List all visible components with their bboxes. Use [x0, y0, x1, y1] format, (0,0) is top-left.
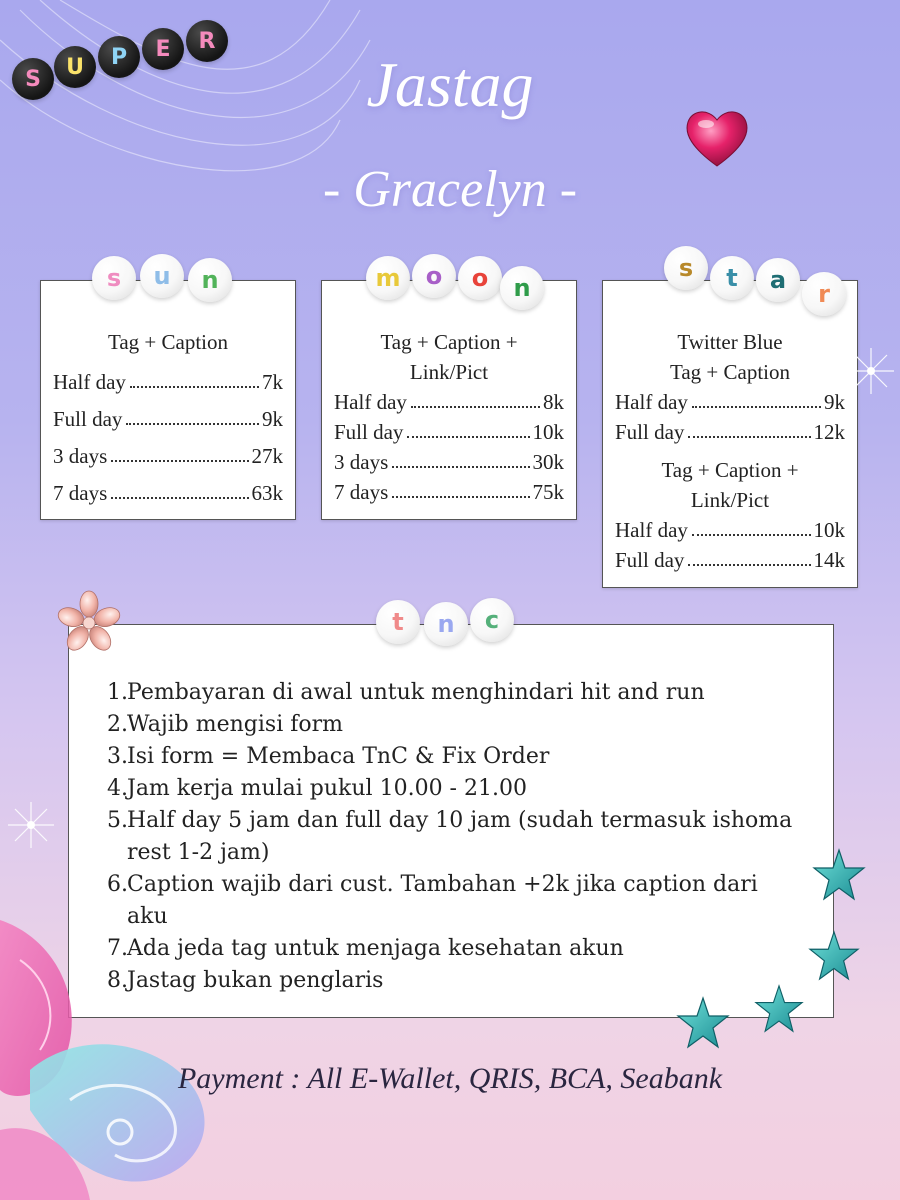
price-row: 7 days 63k [53, 478, 283, 508]
package-card-moon [321, 280, 577, 520]
price-row: Full day 14k [615, 545, 845, 575]
package-card-star [602, 280, 858, 588]
letter-bead: u [140, 254, 184, 298]
package-heading: Twitter Blue [677, 330, 783, 354]
star-gem-icon [812, 848, 866, 902]
package-heading: Link/Pict [409, 360, 489, 384]
letter-bead: s [664, 246, 708, 290]
letter-bead: o [412, 254, 456, 298]
price-row: 7 days 75k [334, 477, 564, 507]
super-bead: E [142, 28, 184, 70]
tnc-item: 5. Half day 5 jam dan full day 10 jam (sudah termasuk ishoma rest 1-2 jam) [107, 808, 793, 865]
price-row: Full day 12k [615, 417, 845, 447]
price-row: Full day 10k [334, 417, 564, 447]
tnc-item: 8. Jastag bukan penglaris [107, 968, 384, 993]
page-title: Jastag [366, 49, 534, 120]
letter-bead: t [376, 600, 420, 644]
package-heading: Tag + Caption [107, 330, 229, 354]
flower-gem-icon [56, 590, 122, 656]
star-gem-icon [754, 984, 804, 1034]
super-bead: R [186, 20, 228, 62]
page-subtitle: - Gracelyn - [322, 161, 578, 218]
super-bead: U [54, 46, 96, 88]
letter-bead: n [500, 266, 544, 310]
letter-bead: n [424, 602, 468, 646]
star-gem-icon [676, 996, 730, 1050]
letter-bead: o [458, 256, 502, 300]
tnc-item: 3. Isi form = Membaca TnC & Fix Order [107, 744, 550, 769]
super-bead: S [12, 58, 54, 100]
price-row: Half day 8k [334, 387, 564, 417]
payment-methods: Payment : All E-Wallet, QRIS, BCA, Seabank [177, 1062, 723, 1095]
package-heading: Tag + Caption + [661, 458, 799, 482]
letter-bead: a [756, 258, 800, 302]
price-row: Full day 9k [53, 404, 283, 434]
letter-bead: t [710, 256, 754, 300]
butterfly-icon [0, 900, 240, 1200]
package-heading: Link/Pict [690, 488, 770, 512]
heart-gem-icon [682, 106, 752, 170]
package-heading: Tag + Caption [669, 360, 791, 384]
tnc-item: 6. Caption wajib dari cust. Tambahan +2k jika caption dari aku [107, 872, 758, 929]
tnc-item: 7. Ada jeda tag untuk menjaga kesehatan akun [107, 936, 624, 961]
price-row: 3 days 30k [334, 447, 564, 477]
star-gem-icon [808, 930, 860, 982]
price-row: Half day 7k [53, 367, 283, 397]
letter-bead: s [92, 256, 136, 300]
super-bead: P [98, 36, 140, 78]
package-heading: Tag + Caption + [380, 330, 518, 354]
price-row: Half day 10k [615, 515, 845, 545]
letter-bead: m [366, 256, 410, 300]
price-row: Half day 9k [615, 387, 845, 417]
tnc-item: 4. Jam kerja mulai pukul 10.00 - 21.00 [107, 776, 527, 801]
tnc-item: 2. Wajib mengisi form [107, 712, 344, 737]
sparkle-icon [6, 800, 56, 850]
tnc-item: 1. Pembayaran di awal untuk menghindari hit and run [107, 680, 705, 705]
letter-bead: n [188, 258, 232, 302]
sparkle-icon [846, 346, 896, 396]
letter-bead: c [470, 598, 514, 642]
price-row: 3 days 27k [53, 441, 283, 471]
package-card-sun [40, 280, 296, 520]
letter-bead: r [802, 272, 846, 316]
